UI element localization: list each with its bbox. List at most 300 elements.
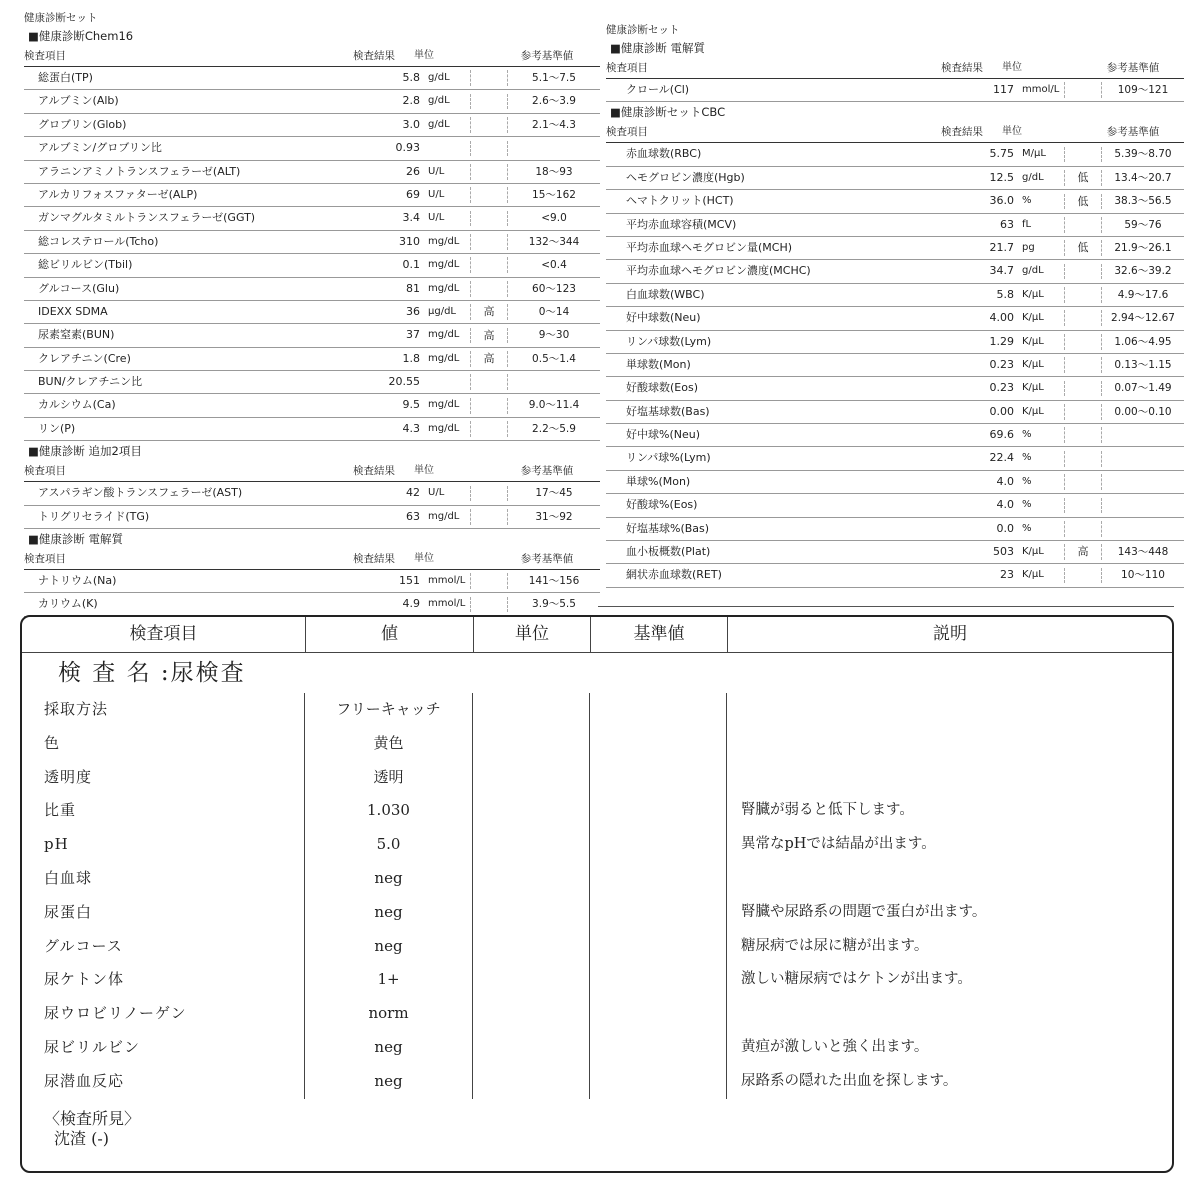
test-flag [470,374,508,390]
test-reference: 2.2～5.9 [532,422,576,435]
test-unit: pg [1022,241,1035,253]
urine-ref [590,761,727,795]
test-flag [1064,217,1102,233]
urine-table-header [22,617,1172,653]
urine-value: neg [305,1031,473,1065]
urine-item: 採取方法 [22,693,305,727]
test-flag: 高 [1064,544,1102,560]
test-result: 23 [1000,568,1014,582]
test-name: ナトリウム(Na) [38,574,117,588]
urine-desc [727,862,1172,896]
urine-row [22,930,1172,964]
section-title: ■健康診断 電解質 [28,532,124,547]
test-name: 総蛋白(TP) [38,71,93,84]
urine-unit [473,828,590,862]
test-reference: 141～156 [528,575,580,588]
test-result: 503 [993,545,1014,559]
test-reference: 2.94～12.67 [1111,312,1175,325]
header-cell: 単位 [414,553,434,565]
test-reference: 0.00～0.10 [1114,405,1172,418]
test-unit: M/μL [1022,148,1046,160]
urine-item: 透明度 [22,761,305,795]
urine-value: neg [305,1065,473,1099]
test-result: 34.7 [989,264,1014,278]
test-unit: % [1022,452,1032,464]
test-name: トリグリセライド(TG) [38,509,150,523]
test-unit: U/L [428,165,445,177]
test-flag [1064,498,1102,514]
header-cell: 参考基準値 [520,465,574,478]
section-title: ■健康診断 電解質 [610,41,706,55]
test-result: 5.8 [996,287,1014,301]
urine-desc: 腎臓が弱ると低下します。 [741,802,914,819]
urine-desc [727,997,1172,1031]
urine-desc: 尿路系の隠れた出血を探します。 [741,1072,958,1089]
header-cell: 参考基準値 [520,553,574,566]
urine-unit [473,1065,590,1099]
urine-unit [473,693,590,727]
left-lab-panel [24,10,600,617]
test-unit: K/μL [1022,288,1044,300]
header-cell: 検査結果 [941,62,983,74]
test-result: 4.0 [996,474,1014,488]
urine-value: neg [305,930,473,964]
table-row [606,518,1184,541]
test-reference: 1.06～4.95 [1114,335,1172,348]
test-flag: 高 [470,328,508,344]
table-row [24,184,600,207]
table-row [24,418,600,441]
table-row [606,354,1184,377]
test-result: 20.55 [388,375,420,389]
urine-item: 尿ケトン体 [22,963,305,997]
urine-ref [590,862,727,896]
test-result: 42 [406,486,420,500]
test-reference: 10～110 [1121,569,1165,582]
test-result: 0.00 [989,404,1014,418]
test-unit: U/L [428,487,445,499]
urine-unit [473,761,590,795]
urine-desc [727,761,1172,795]
test-result: 0.23 [989,381,1014,395]
test-flag [470,398,508,414]
test-unit: g/dL [1022,265,1044,277]
test-name: 好塩基球%(Bas) [626,521,710,535]
urine-ref [590,828,727,862]
test-flag [1064,357,1102,373]
urine-item: 尿ウロビリノーゲン [22,997,305,1031]
table-row [606,79,1184,102]
test-result: 1.29 [989,334,1014,348]
header-value: 値 [306,617,474,652]
test-result: 3.4 [402,211,420,225]
test-flag [1064,521,1102,537]
test-unit: mg/dL [428,235,460,247]
test-flag [1064,147,1102,163]
urine-ref [590,727,727,761]
test-flag: 低 [1064,240,1102,256]
header-unit: 単位 [474,617,591,652]
test-name: アラニンアミノトランスフェラーゼ(ALT) [38,164,241,178]
test-flag [470,70,508,86]
header-ref: 基準値 [591,617,728,652]
table-row [24,324,600,347]
test-reference: 59～76 [1124,218,1162,231]
test-unit: K/μL [1022,335,1044,347]
test-flag [470,509,508,525]
urine-unit [473,1031,590,1065]
test-reference: 13.4～20.7 [1114,171,1172,184]
urine-ref [590,693,727,727]
test-reference: 4.9～17.6 [1117,288,1169,301]
header-cell: 検査結果 [353,465,395,478]
urine-unit [473,896,590,930]
test-unit: mg/dL [428,510,460,522]
test-name: リン(P) [38,421,76,435]
test-flag [470,597,508,613]
test-reference: 5.1～7.5 [532,72,576,84]
test-flag [470,573,508,589]
test-name: 血小板概数(Plat) [626,545,711,559]
table-row [24,593,600,616]
header-cell [1044,125,1082,139]
table-row [24,394,600,417]
test-unit: K/μL [1022,382,1044,394]
test-flag [1064,264,1102,280]
test-flag [470,187,508,203]
header-desc: 説明 [933,624,967,644]
urine-row [22,896,1172,930]
test-result: 36.0 [989,194,1014,208]
urine-item: 尿蛋白 [22,896,305,930]
test-name: IDEXX SDMA [38,304,108,318]
test-name: 単球数(Mon) [626,357,691,371]
set-title: 健康診断セット [606,24,680,36]
table-row [24,137,600,160]
table-row [24,506,600,529]
test-flag [470,281,508,297]
test-result: 63 [406,509,420,523]
test-name: 平均赤血球容積(MCV) [626,217,737,231]
test-unit: % [1022,522,1032,534]
test-unit: g/dL [1022,171,1044,183]
urine-value: フリーキャッチ [305,693,473,727]
test-unit: U/L [428,188,445,200]
urine-value: 1+ [305,963,473,997]
test-name: 好中球数(Neu) [626,311,701,325]
test-name: 平均赤血球ヘモグロビン量(MCH) [626,240,793,254]
test-reference: 0.5～1.4 [532,352,576,365]
test-name: 総コレステロール(Tcho) [38,234,159,248]
test-reference: 60～123 [532,282,576,295]
right-lab-panel [606,22,1184,588]
table-row [606,331,1184,354]
urine-unit [473,727,590,761]
test-name: 赤血球数(RBC) [626,147,702,161]
header-cell [1044,61,1082,75]
test-reference: 2.1～4.3 [532,118,576,131]
urine-ref [590,896,727,930]
table-row [606,214,1184,237]
findings-list [44,1129,1172,1149]
urine-row [22,862,1172,896]
test-name: カルシウム(Ca) [38,398,116,412]
header-item: 検査項目 [22,617,306,652]
table-row [24,161,600,184]
test-result: 2.8 [402,94,420,108]
test-name: クレアチニン(Cre) [38,351,131,365]
urine-desc: 黄疸が激しいと強く出ます。 [741,1038,929,1055]
test-result: 69 [406,187,420,201]
test-name: 網状赤血球数(RET) [626,568,722,582]
test-flag [1064,334,1102,350]
test-name: クロール(Cl) [626,83,690,96]
urine-row [22,1031,1172,1065]
test-result: 4.9 [402,597,420,611]
test-result: 5.75 [989,147,1014,161]
test-unit: mg/dL [428,329,460,341]
section-title: ■健康診断Chem16 [28,29,134,43]
urine-ref [590,997,727,1031]
set-title: 健康診断セット [24,12,98,24]
table-header [24,549,600,570]
finding-item: 沈渣 (-) [54,1128,109,1148]
test-name: ガンマグルタミルトランスフェラーゼ(GGT) [38,211,256,225]
header-cell: 単位 [414,50,434,61]
test-result: 117 [993,83,1014,96]
test-unit: K/μL [1022,312,1044,324]
test-unit: mg/dL [428,282,460,294]
test-unit: mg/dL [428,259,460,271]
urine-row [22,761,1172,795]
table-row [606,377,1184,400]
header-cell: 単位 [1002,62,1022,73]
test-name: ヘマトクリット(HCT) [626,194,734,208]
urine-desc: 糖尿病では尿に糖が出ます。 [741,937,929,954]
test-flag: 低 [1064,170,1102,186]
urine-value: 透明 [305,761,473,795]
urine-row [22,963,1172,997]
test-flag [1064,451,1102,467]
table-row [24,67,600,90]
header-cell [456,552,494,566]
test-result: 0.0 [996,521,1014,535]
urine-ref [590,930,727,964]
urine-value: 1.030 [305,794,473,828]
test-name: BUN/クレアチニン比 [38,375,143,389]
test-name: アルブミン/グロブリン比 [38,141,162,155]
left-sections [24,26,600,617]
test-reference: 0～14 [538,305,570,318]
urine-ref [590,794,727,828]
test-unit: mg/dL [428,399,460,411]
test-flag [1064,568,1102,584]
test-flag: 高 [470,351,508,367]
header-cell: 単位 [414,465,434,477]
test-result: 12.5 [989,170,1014,184]
test-reference: 15～162 [532,188,576,201]
urine-item: 白血球 [22,862,305,896]
test-reference: 21.9～26.1 [1114,241,1172,254]
urine-desc [727,693,1172,727]
header-cell [456,464,494,478]
test-flag [470,257,508,273]
test-reference: 9.0～11.4 [528,399,580,412]
test-reference: 17～45 [535,487,573,500]
urine-value: neg [305,896,473,930]
urine-unit [473,997,590,1031]
test-reference: 32.6～39.2 [1114,265,1172,278]
test-reference: 31～92 [535,510,573,523]
section-title: ■健康診断 追加2項目 [28,444,142,459]
test-unit: mg/dL [428,352,460,364]
table-row [606,541,1184,564]
table-row [24,207,600,230]
test-reference: 2.6～3.9 [532,95,576,108]
test-result: 5.8 [402,71,420,84]
table-row [606,167,1184,190]
test-flag [470,94,508,110]
test-unit: K/μL [1022,405,1044,417]
table-row [24,482,600,505]
urine-item: 尿ビリルビン [22,1031,305,1065]
table-row [606,564,1184,587]
header-cell: 検査結果 [353,50,395,62]
urine-item: 色 [22,727,305,761]
test-flag [470,486,508,502]
test-unit: mg/dL [428,422,460,434]
test-reference: <9.0 [541,212,567,225]
findings [22,1099,1172,1149]
test-reference: 0.13～1.15 [1114,358,1172,371]
urine-row [22,997,1172,1031]
table-row [606,284,1184,307]
table-row [24,348,600,371]
test-result: 0.23 [989,357,1014,371]
header-cell: 検査項目 [24,50,66,62]
test-flag [1064,381,1102,397]
table-row [24,570,600,593]
header-cell: 検査結果 [941,126,983,139]
test-result: 36 [406,304,420,318]
header-cell: 検査項目 [606,126,648,139]
urine-row [22,828,1172,862]
test-name: 好酸球数(Eos) [626,381,698,395]
urine-value: norm [305,997,473,1031]
test-result: 63 [1000,217,1014,231]
urine-rows [22,693,1172,1099]
test-reference: <0.4 [541,259,567,272]
test-result: 4.0 [996,498,1014,512]
divider [598,606,1174,607]
test-name: ヘモグロビン濃度(Hgb) [626,170,745,184]
urine-value: 黄色 [305,727,473,761]
header-cell: 参考基準値 [1106,126,1160,139]
test-result: 0.1 [402,258,420,272]
test-flag [1064,474,1102,490]
urine-row [22,693,1172,727]
header-cell: 参考基準値 [520,50,574,62]
urine-item: pH [22,828,305,862]
test-unit: mmol/L [428,598,466,610]
table-header [24,461,600,482]
table-row [606,494,1184,517]
section-title: ■健康診断セットCBC [610,105,726,120]
test-reference: 132～344 [528,235,580,248]
test-reference: 9～30 [538,329,570,342]
test-name: 総ビリルビン(Tbil) [38,258,133,272]
table-row [606,471,1184,494]
urine-row [22,1065,1172,1099]
test-result: 3.0 [402,117,420,131]
urine-desc: 腎臓や尿路系の問題で蛋白が出ます。 [741,903,987,920]
test-reference: 38.3～56.5 [1114,195,1172,208]
test-reference: 0.07～1.49 [1114,382,1172,395]
test-unit: % [1022,475,1032,487]
test-unit: K/μL [1022,546,1044,558]
urine-test-title: 検 査 名 :尿検査 [58,660,246,686]
header-cell [456,49,494,63]
header-cell: 検査項目 [24,465,66,478]
table-row [606,237,1184,260]
test-result: 81 [406,281,420,295]
test-name: グロブリン(Glob) [38,117,127,131]
test-unit: U/L [428,212,445,224]
test-name: 平均赤血球ヘモグロビン濃度(MCHC) [626,264,811,278]
test-result: 4.3 [402,421,420,435]
test-reference: 143～448 [1117,546,1169,559]
test-flag [470,141,508,157]
table-row [24,90,600,113]
urine-desc: 激しい糖尿病ではケトンが出ます。 [741,971,972,988]
header-cell: 参考基準値 [1106,62,1160,74]
test-unit: g/dL [428,118,450,130]
table-row [24,231,600,254]
urine-test-table [20,615,1174,1173]
test-name: カリウム(K) [38,597,98,611]
test-unit: μg/dL [428,305,456,317]
test-result: 21.7 [989,240,1014,254]
urine-ref [590,1031,727,1065]
table-row [24,254,600,277]
table-row [606,424,1184,447]
urine-desc [727,727,1172,761]
test-flag [1064,404,1102,420]
test-result: 37 [406,328,420,342]
test-result: 9.5 [402,398,420,412]
table-row [24,371,600,394]
urine-unit [473,930,590,964]
test-flag [1064,310,1102,326]
findings-title: 〈検査所見〉 [44,1108,141,1128]
test-flag [470,421,508,437]
table-header [24,46,600,67]
test-name: 白血球数(WBC) [626,287,705,301]
test-name: リンパ球%(Lym) [626,451,711,465]
table-row [24,278,600,301]
test-result: 151 [399,574,420,588]
test-flag: 低 [1064,194,1102,210]
test-reference: 3.9～5.5 [532,598,576,611]
test-reference: 5.39～8.70 [1114,148,1172,161]
table-row [24,301,600,324]
table-row [606,401,1184,424]
test-name: 好塩基球数(Bas) [626,404,710,418]
urine-ref [590,963,727,997]
test-unit: mmol/L [1022,84,1060,95]
test-flag [470,164,508,180]
test-result: 0.93 [395,141,420,155]
